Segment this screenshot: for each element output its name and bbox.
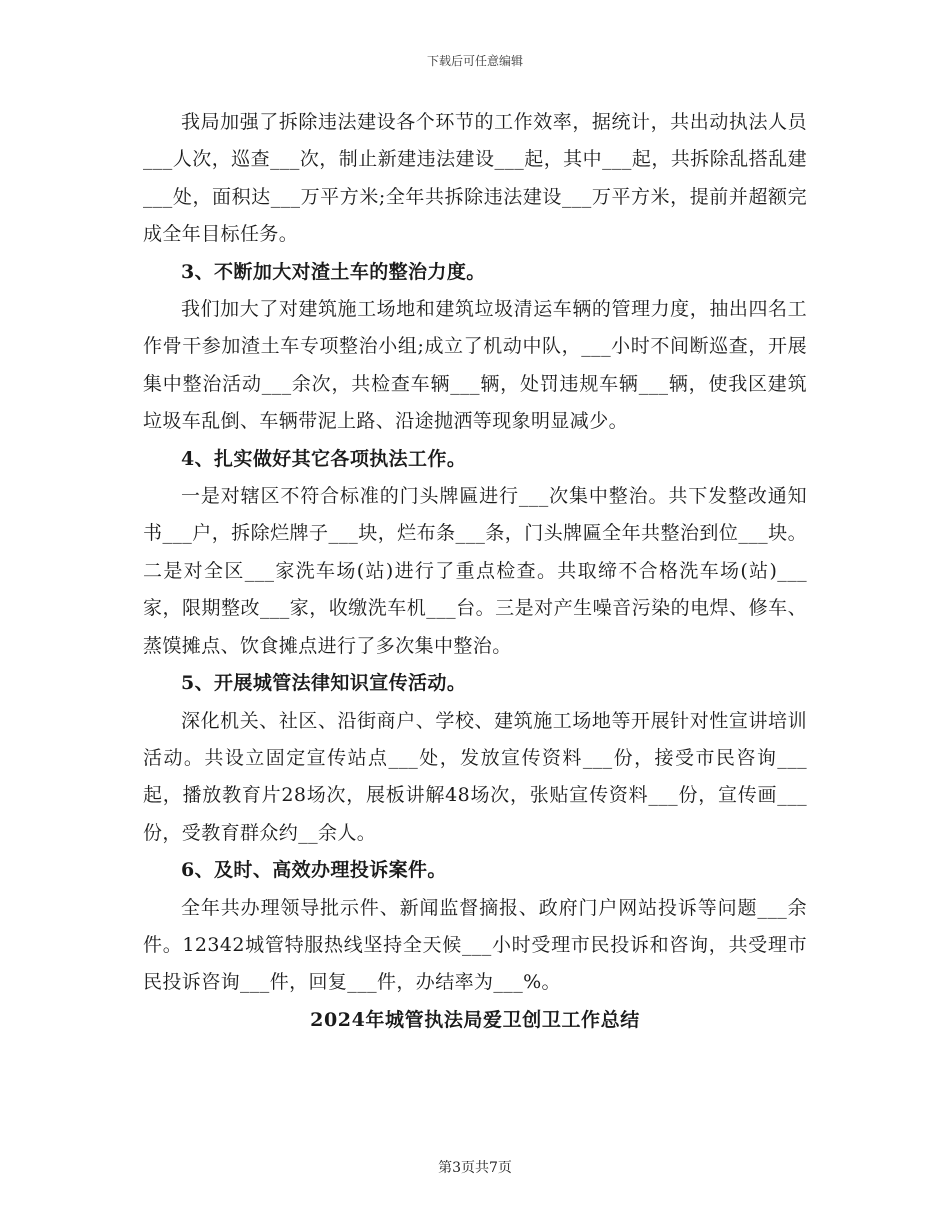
paragraph-muck-trucks: 我们加大了对建筑施工场地和建筑垃圾清运车辆的管理力度，抽出四名工作骨干参加渣土车专项整治小组;成立了机动中队，___小时不间断巡查，开展集中整治活动___余次，共检查车辆___辆，处罚违规车辆___辆，使我区建筑垃圾车乱倒、车辆带泥上路、沿途抛洒等现象明显减少。	[143, 298, 807, 433]
paragraph-legal-publicity: 深化机关、社区、沿街商户、学校、建筑施工场地等开展针对性宣讲培训活动。共设立固定宣传站点___处，发放宣传资料___份，接受市民咨询___起，播放教育片28场次，展板讲解48场次，张贴宣传资料___份，宣传画___份，受教育群众约__余人。	[143, 709, 807, 844]
paragraph-demolition: 我局加强了拆除违法建设各个环节的工作效率，据统计，共出动执法人员___人次，巡查___次，制止新建违法建设___起，其中___起，共拆除乱搭乱建___处，面积达___万平方米;全年共拆除违法建设___万平方米，提前并超额完成全年目标任务。	[143, 111, 807, 246]
document-body	[143, 104, 807, 1039]
page-number: 第3页共7页	[438, 1160, 512, 1176]
paragraph-other-enforcement: 一是对辖区不符合标准的门头牌匾进行___次集中整治。共下发整改通知书___户，拆除烂牌子___块，烂布条___条，门头牌匾全年共整治到位___块。二是对全区___家洗车场(站)进行了重点检查。共取缔不合格洗车场(站)___家，限期整改___家，收缴洗车机___台。三是对产生噪音污染的电焊、修车、蒸馍摊点、饮食摊点进行了多次集中整治。	[143, 485, 807, 657]
heading-section-3: 3、不断加大对渣土车的整治力度。	[181, 260, 486, 283]
heading-section-5: 5、开展城管法律知识宣传活动。	[181, 672, 467, 695]
heading-section-6: 6、及时、高效办理投诉案件。	[181, 859, 447, 882]
next-document-title: 2024年城管执法局爱卫创卫工作总结	[310, 1008, 640, 1031]
heading-section-4: 4、扎实做好其它各项执法工作。	[181, 447, 467, 470]
page-header-note: 下载后可任意编辑	[426, 54, 523, 68]
paragraph-complaints: 全年共办理领导批示件、新闻监督摘报、政府门户网站投诉等问题___余件。12342城管特服热线坚持全天候___小时受理市民投诉和咨询，共受理市民投诉咨询___件，回复___件，办结率为___%。	[143, 896, 807, 994]
